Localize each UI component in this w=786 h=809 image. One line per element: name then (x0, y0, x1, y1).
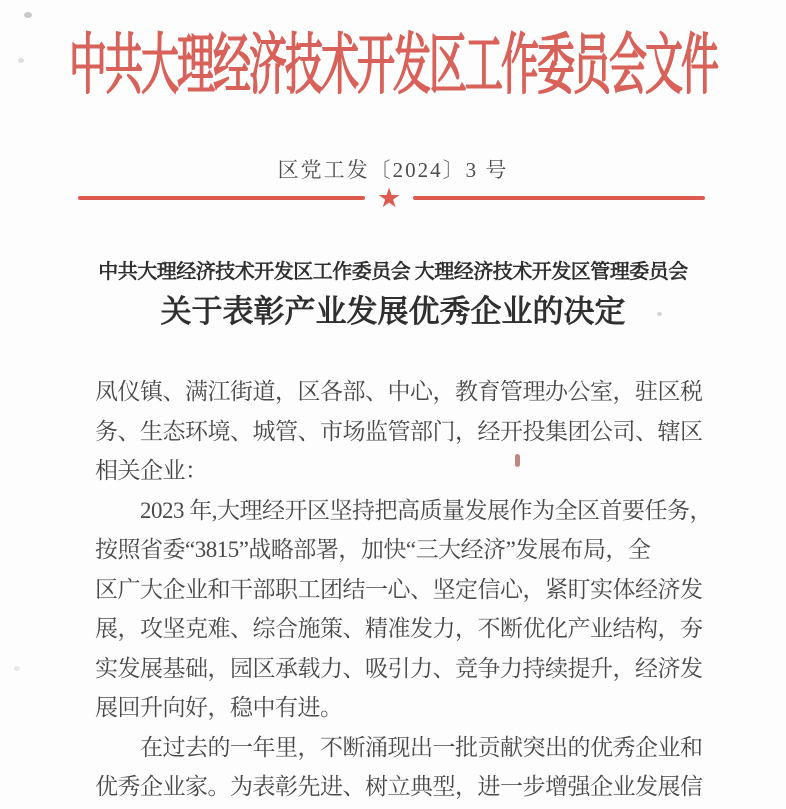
scan-speck (657, 312, 662, 316)
scan-speck (14, 666, 20, 671)
document-number: 区党工发〔2024〕3 号 (277, 158, 509, 182)
body-text-line: 按照省委“3815”战略部署，加快“三大经济”发展布局，全 (95, 537, 651, 562)
document-title (0, 256, 786, 332)
issuing-authorities: 中共大理经济技术开发区工作委员会 大理经济技术开发区管理委员会 (98, 261, 688, 283)
document-body (95, 372, 712, 807)
divider-rule-right (413, 196, 705, 200)
body-text-line: 2023 年,大理经开区坚持把高质量发展作为全区首要任务， (140, 497, 712, 523)
scan-speck (18, 58, 24, 63)
body-text-line: 实发展基础，园区承载力、吸引力、竞争力持续提升，经济发 (95, 655, 703, 681)
star-icon: ★ (377, 183, 402, 213)
masthead-wrap (0, 0, 786, 103)
scan-speck (24, 12, 32, 18)
body-text-line: 相关企业： (95, 458, 208, 483)
body-text-line: 展回升向好，稳中有进。 (95, 695, 343, 720)
divider-rule-left (78, 196, 365, 200)
body-text-line: 在过去的一年里，不断涌现出一批贡献突出的优秀企业和 (140, 734, 703, 760)
body-text-line: 区广大企业和干部职工团结一心、坚定信心，紧盯实体经济发 (95, 576, 703, 602)
body-text-line: 展，攻坚克难、综合施策、精准发力，不断优化产业结构，夯 (95, 616, 703, 641)
body-text-line: 优秀企业家。为表彰先进、树立典型，进一步增强企业发展信 (95, 774, 703, 799)
document-subject: 关于表彰产业发展优秀企业的决定 (160, 294, 626, 329)
body-text-line: 凤仪镇、满江街道，区各部、中心，教育管理办公室，驻区税 (95, 379, 703, 404)
body-text-line: 务、生态环境、城管、市场监管部门，经开投集团公司、辖区 (95, 418, 703, 444)
masthead-title: 中共大理经济技术开发区工作委员会文件 (68, 29, 717, 103)
header-divider (78, 183, 707, 213)
scan-speck (515, 454, 520, 467)
